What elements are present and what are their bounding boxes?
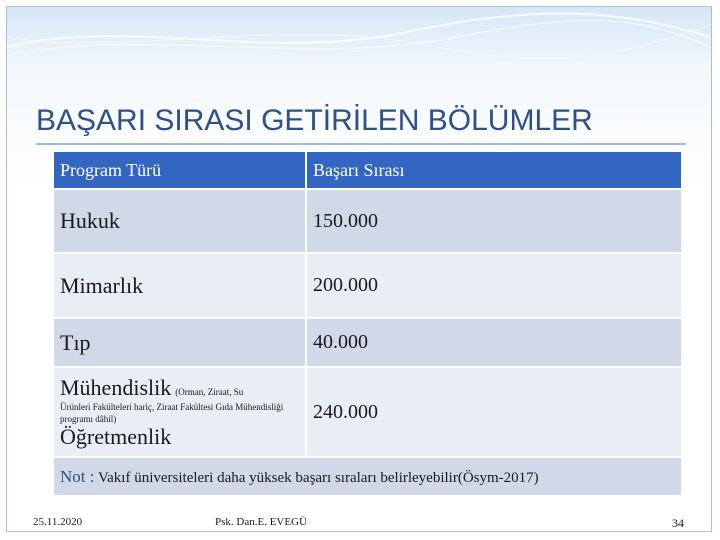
title-divider [36, 143, 686, 145]
table-header-row [53, 151, 682, 189]
decorative-wave-band [7, 7, 711, 62]
ranking-table [52, 150, 683, 497]
rank-cell: 40.000 [306, 318, 682, 367]
note-row [53, 457, 682, 496]
note-text: Vakıf üniversiteleri daha yüksek başarı sıraları belirleyebilir(Ösym-2017) [97, 469, 539, 486]
header-program-type: Program Türü [53, 151, 306, 189]
footer-date: 25.11.2020 [33, 516, 83, 528]
table-row [53, 253, 682, 318]
rank-cell: 240.000 [306, 367, 682, 457]
slide-title: BAŞARI SIRASI GETİRİLEN BÖLÜMLER [36, 104, 593, 137]
table-row [53, 367, 682, 457]
program-cell: Hukuk [53, 189, 306, 253]
note-cell [53, 457, 682, 496]
program-note-continued: Ürünleri Fakülteleri hariç, Ziraat Fakültesi Gıda Mühendisliği programı dâhil) [60, 402, 284, 424]
footer-author: Psk. Dan.E. EVEGÜ [215, 516, 307, 528]
program-cell [53, 367, 306, 457]
header-success-rank: Başarı Sırası [306, 151, 682, 189]
note-label: Not : [60, 466, 95, 486]
rank-cell: 200.000 [306, 253, 682, 318]
page-number: 34 [672, 516, 684, 530]
program-cell: Mimarlık [53, 253, 306, 318]
program-name-secondary: Öğretmenlik [60, 424, 172, 449]
table-row [53, 189, 682, 253]
program-cell: Tıp [53, 318, 306, 367]
program-name: Mühendislik [60, 375, 172, 400]
program-note: (Orman, Ziraat, Su [175, 387, 244, 397]
rank-cell: 150.000 [306, 189, 682, 253]
table-row [53, 318, 682, 367]
